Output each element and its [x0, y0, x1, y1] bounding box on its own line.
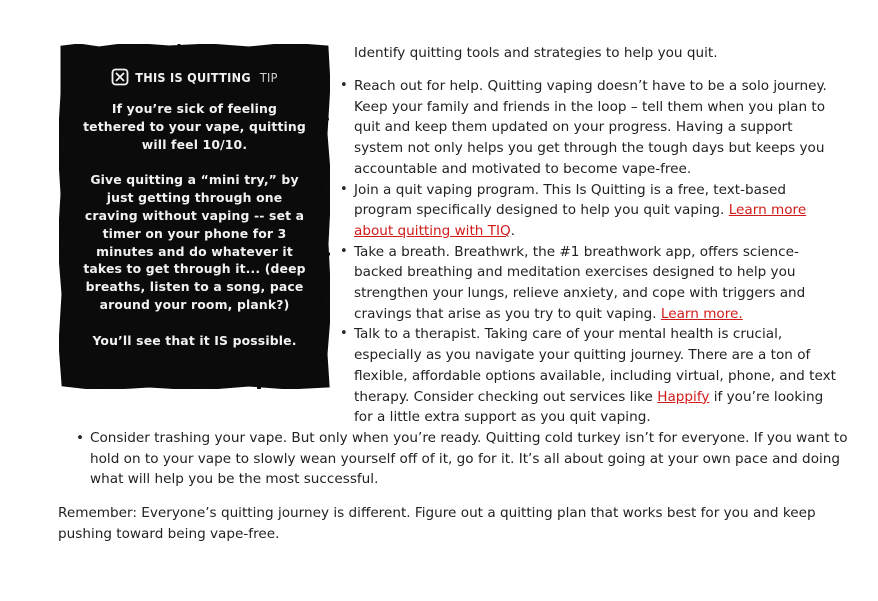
- list-item-breath: [354, 242, 844, 325]
- tip-paragraph-3: You’ll see that it IS possible.: [92, 332, 297, 348]
- tip-card-image: [63, 48, 326, 385]
- intro-text: Identify quitting tools and strategies to help you quit.: [354, 45, 718, 61]
- tip-paragraph-1: If you’re sick of feeling tethered to your vape, quitting will feel 10/10.: [83, 101, 306, 152]
- x-box-icon: [111, 68, 129, 86]
- strategy-list: [354, 76, 844, 428]
- tip-brand: THIS IS QUITTING: [135, 69, 251, 85]
- happify-link[interactable]: Happify: [657, 388, 710, 405]
- list-item-suffix: .: [510, 222, 516, 239]
- trash-vape-list: [90, 428, 850, 490]
- tip-card-header: [63, 66, 326, 88]
- list-item-text: Talk to a therapist. Taking care of your mental health is crucial, especially as you navigate your quitting journey. There are a ton of flexible, affordable options available, including virtual, phone, and text therapy. Consider checking out services like: [354, 326, 836, 405]
- remember-paragraph: Remember: Everyone’s quitting journey is different. Figure out a quitting plan that works best for you and keep pushing toward being vape-free.: [58, 505, 816, 542]
- tip-paragraph-2: Give quitting a “mini try,” by just getting through one craving without vaping -- set a timer on your phone for 3 minutes and do whatever it takes to get through it... (deep breaths, listen to a song, pace around your room, plank?): [83, 172, 306, 312]
- list-item-trash-vape: • Consider trashing your vape. But only when you’re ready. Quitting cold turkey isn’t for everyone. If you want to hold on to your vape to slowly wean yourself off of it, go for it. It’s all about going at your own pace and doing what will help you be the most successful.: [90, 428, 850, 490]
- breathwrk-learn-more-link[interactable]: Learn more.: [660, 305, 743, 322]
- list-item-text: Reach out for help. Quitting vaping doesn’t have to be a solo journey. Keep your family and friends in the loop – tell them when you plan to quit and keep them updated on your progress. Having a support system not only helps you get through the tough days but keeps you accountable and motivated to become vape-free.: [354, 78, 827, 177]
- tip-card-body: [81, 100, 308, 350]
- list-item-text: Take a breath. Breathwrk, the #1 breathwork app, offers science-backed breathing and meditation exercises designed to help you strengthen your lungs, relieve anxiety, and cope with triggers and cravings that arise as you try to quit vaping.: [354, 243, 806, 322]
- list-item-text: Join a quit vaping program. This Is Quitting is a free, text-based program specifically designed to help you quit vaping.: [354, 181, 787, 219]
- tiq-learn-more-link[interactable]: Learn more about quitting with TIQ: [354, 202, 807, 239]
- list-item-suffix: if you’re looking for a little extra support as you quit vaping.: [354, 388, 824, 426]
- list-item-quit-program: [354, 180, 844, 242]
- list-item-reach-out: [354, 76, 844, 180]
- list-item-therapist: [354, 324, 844, 428]
- tip-tag: TIP: [259, 69, 278, 85]
